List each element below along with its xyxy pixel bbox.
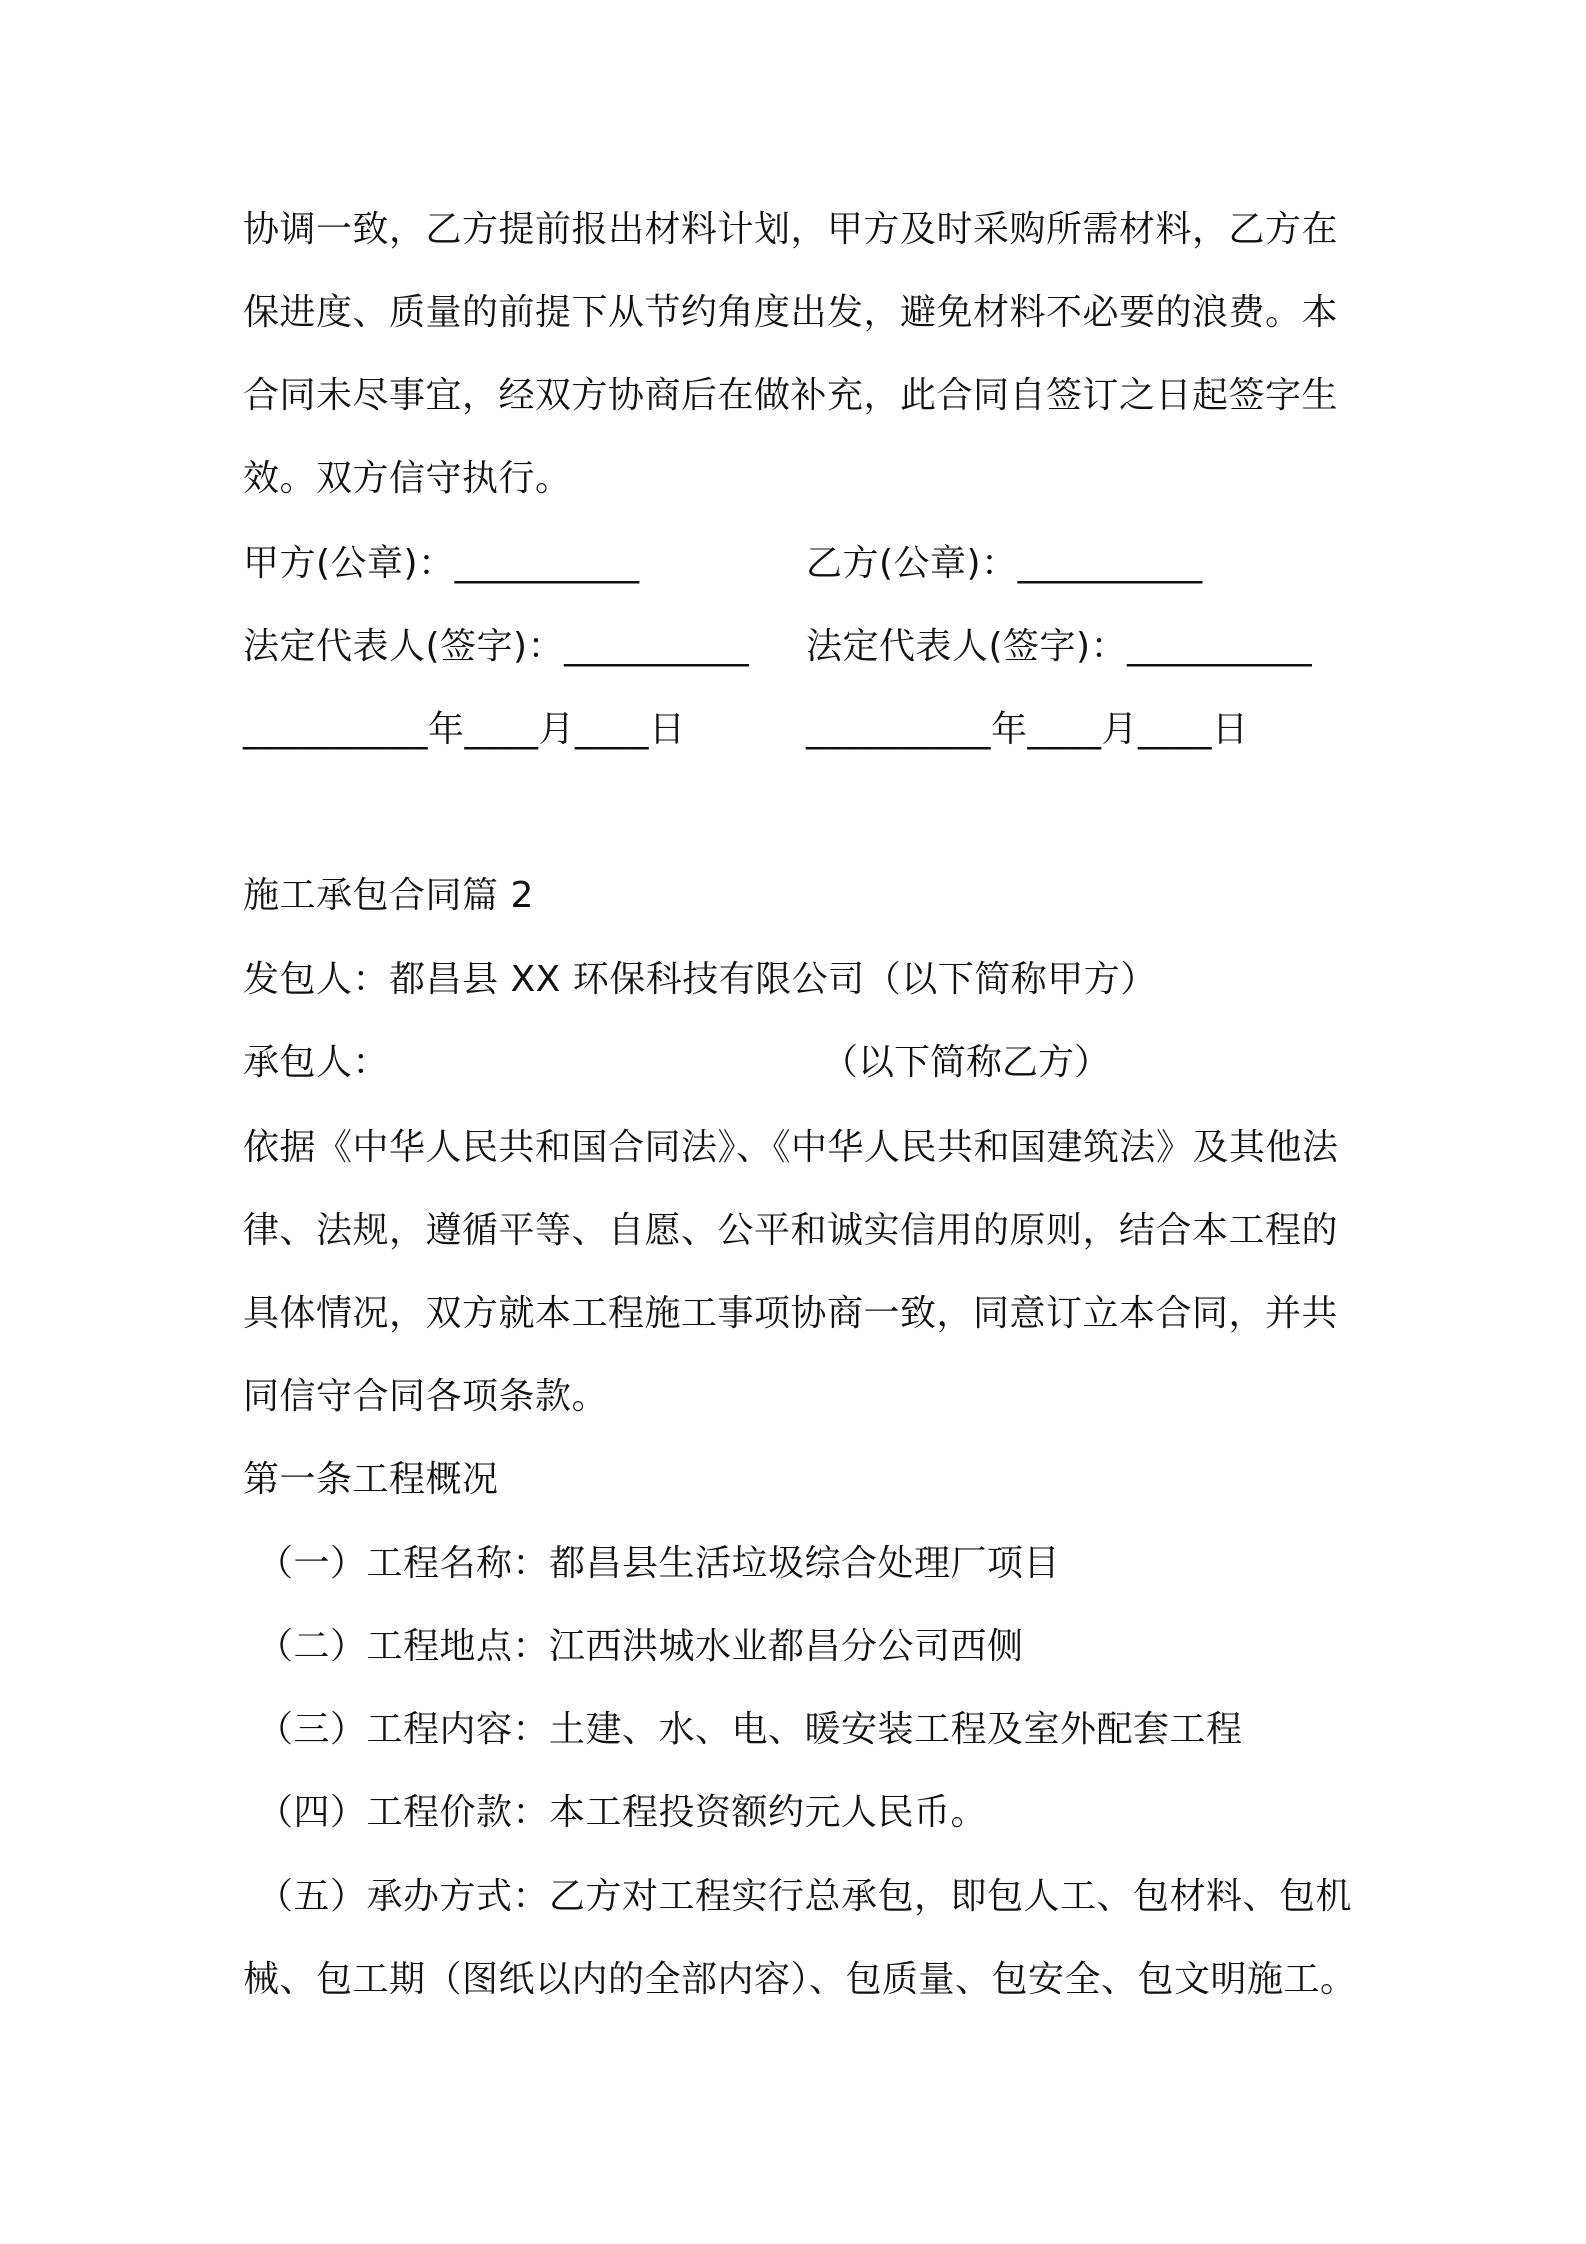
paragraph-line: 合同未尽事宜，经双方协商后在做补充，此合同自签订之日起签字生	[243, 375, 1339, 416]
paragraph-line: 效。双方信守执行。	[243, 458, 572, 499]
party-a-date: __________年____月____日	[243, 709, 686, 750]
party-a-representative: 法定代表人(签字)：__________	[243, 626, 750, 667]
paragraph-line: 保进度、质量的前提下从节约角度出发，避免材料不必要的浪费。本	[243, 292, 1339, 333]
preamble-line: 具体情况，双方就本工程施工事项协商一致，同意订立本合同，并共	[243, 1293, 1339, 1334]
paragraph-line: 协调一致，乙方提前报出材料计划，甲方及时采购所需材料，乙方在	[243, 209, 1339, 250]
contractor-note: （以下简称乙方）	[822, 1042, 1111, 1083]
preamble-line: 律、法规，遵循平等、自愿、公平和诚实信用的原则，结合本工程的	[243, 1210, 1339, 1251]
article-item: （四）工程价款：本工程投资额约元人民币。	[257, 1792, 988, 1833]
party-b-date: __________年____月____日	[806, 709, 1249, 750]
preamble-line: 同信守合同各项条款。	[243, 1376, 609, 1417]
party-a-seal: 甲方(公章)：__________	[243, 543, 640, 584]
party-b-representative: 法定代表人(签字)：__________	[806, 626, 1313, 667]
article-item: （二）工程地点：江西洪城水业都昌分公司西侧	[257, 1626, 1024, 1667]
party-b-seal: 乙方(公章)：__________	[806, 543, 1203, 584]
article-item: （五）承办方式：乙方对工程实行总承包，即包人工、包材料、包机	[257, 1876, 1353, 1917]
contractor-label: 承包人：	[243, 1042, 390, 1083]
employer-line: 发包人：都昌县 XX 环保科技有限公司（以下简称甲方）	[243, 959, 1157, 1000]
article-item: （一）工程名称：都昌县生活垃圾综合处理厂项目	[257, 1543, 1061, 1584]
contract-title: 施工承包合同篇 2	[243, 875, 534, 916]
article-title: 第一条工程概况	[243, 1459, 499, 1500]
article-item-continuation: 械、包工期（图纸以内的全部内容）、包质量、包安全、包文明施工。	[243, 1959, 1357, 2000]
article-item: （三）工程内容：土建、水、电、暖安装工程及室外配套工程	[257, 1709, 1243, 1750]
preamble-line: 依据《中华人民共和国合同法》、《中华人民共和国建筑法》及其他法	[243, 1127, 1339, 1168]
